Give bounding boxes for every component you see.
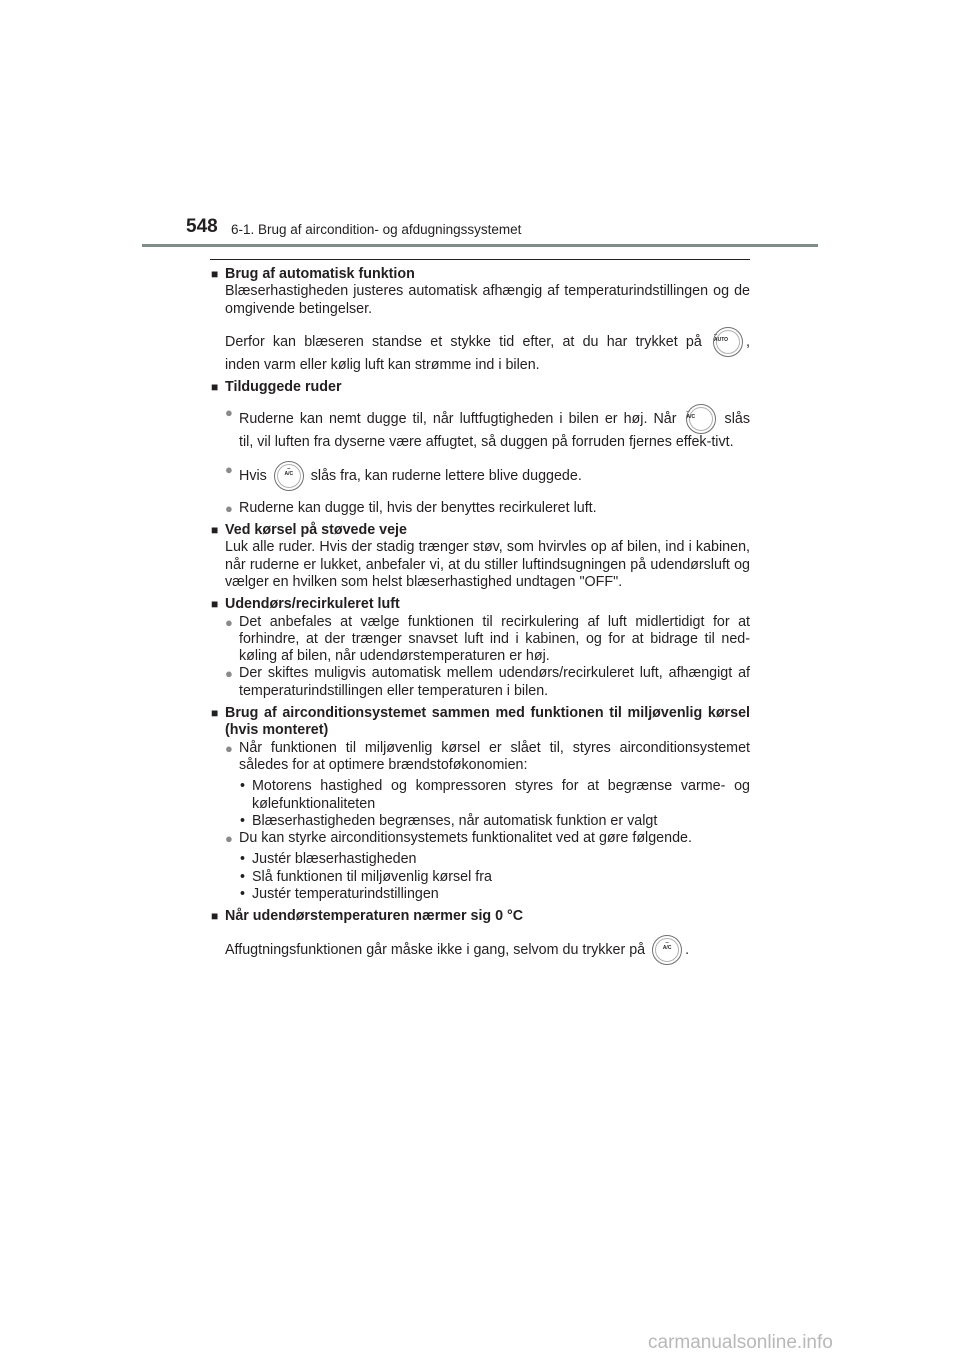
- ac-button-icon: ▬ A/C: [652, 935, 682, 965]
- near-freezing-note: Affugtningsfunktionen går måske ikke i gang, selvom du trykker på ▬ A/C .: [211, 935, 750, 965]
- section-title-outside-recirculated-air: ■ Udendørs/recirkuleret luft: [211, 596, 400, 613]
- section-title-eco-driving: ■ Brug af airconditionsystemet sammen med funktionen til miljøvenlig kørsel (hvis monteret): [211, 705, 750, 739]
- square-bullet-icon: ■: [211, 909, 219, 924]
- page-number: 548: [186, 216, 218, 237]
- ac-button-icon: ▬ A/C: [686, 404, 716, 434]
- square-bullet-icon: ■: [211, 267, 219, 281]
- circle-bullet-icon: ●: [225, 405, 233, 421]
- square-bullet-icon: ■: [211, 523, 219, 538]
- auto-mode-note-continued: inden varm eller kølig luft kan strømme ind i bilen.: [225, 356, 540, 373]
- circle-bullet-icon: ●: [225, 831, 233, 847]
- watermark: carmanualsonline.info: [648, 1332, 833, 1353]
- auto-mode-description: Blæserhastigheden justeres automatisk afhængig af temperaturindstillingen og de omgivende betingelser.: [225, 283, 750, 317]
- section-title-auto-mode: ■ Brug af automatisk funktion: [211, 266, 415, 282]
- square-bullet-icon: ■: [211, 380, 219, 395]
- square-bullet-icon: ■: [211, 706, 219, 721]
- section-title-dusty-roads: ■ Ved kørsel på støvede veje: [211, 522, 407, 539]
- sub-list-item: • Slå funktionen til miljøvenlig kørsel fra: [240, 868, 492, 885]
- page-content: [211, 266, 750, 965]
- chapter-title: 6-1. Brug af aircondition- og afdugningssystemet: [231, 222, 522, 237]
- header-rule: [142, 244, 818, 247]
- square-bullet-icon: ■: [211, 597, 219, 612]
- list-item: ● Der skiftes muligvis automatisk mellem udendørs/recirkuleret luft, afhængigt af temperaturindstillingen eller temperaturen i bilen.: [225, 665, 750, 699]
- circle-bullet-icon: ●: [225, 740, 233, 756]
- section-title-near-freezing: ■ Når udendørstemperaturen nærmer sig 0 °C: [211, 908, 524, 925]
- dusty-roads-description: Luk alle ruder. Hvis der stadig trænger støv, som hvirvles op af bilen, ind i kabinen, når ruderne er lukket, anbefaler vi, at du stiller luftindsugningen på udendørsluft og vælger en hvilken som helst blæserhastighed undtagen "OFF".: [225, 539, 750, 590]
- circle-bullet-icon: ●: [225, 614, 233, 630]
- sub-list-item: • Justér temperaturindstillingen: [240, 886, 439, 903]
- list-item: ● Når funktionen til miljøvenlig kørsel er slået til, styres airconditionsystemet således for at optimere brændstoføkonomien:: [225, 739, 750, 773]
- sub-list-item: • Blæserhastigheden begrænses, når automatisk funktion er valgt: [240, 812, 658, 829]
- list-item: ● Det anbefales at vælge funktionen til recirkulering af luft midlertidigt for at forhindre, at der trænger snavset luft ind i kabinen, og for at bidrage til ned-køling af bilen, når udendørstemperaturen er høj.: [225, 613, 750, 665]
- sub-list-item: • Motorens hastighed og kompressoren styres for at begrænse varme- og kølefunktionaliteten: [240, 778, 750, 812]
- circle-bullet-icon: ●: [225, 666, 233, 682]
- circle-bullet-icon: ●: [225, 461, 233, 477]
- list-item: ● Du kan styrke airconditionsystemets funktionalitet ved at gøre følgende.: [225, 830, 692, 847]
- auto-mode-note: Derfor kan blæseren standse et stykke tid efter, at du har trykket på ▬ AUTO ,: [211, 327, 750, 357]
- list-item-continued: til, vil luften fra dyserne være affugtet, så duggen på forruden fjernes effek-tivt.: [239, 434, 734, 451]
- list-item: ● Hvis ▬ A/C slås fra, kan ruderne lettere blive duggede.: [211, 461, 750, 491]
- section-divider: [210, 259, 750, 260]
- ac-button-icon: ▬ A/C: [274, 461, 304, 491]
- list-item: ● Ruderne kan dugge til, hvis der benyttes recirkuleret luft.: [225, 499, 597, 516]
- section-title-fogged-windows: ■ Tilduggede ruder: [211, 379, 342, 396]
- list-item: ● Ruderne kan nemt dugge til, når luftfugtigheden i bilen er høj. Når ▬ A/C slås: [211, 404, 750, 434]
- sub-list-item: • Justér blæserhastigheden: [240, 851, 417, 868]
- auto-button-icon: ▬ AUTO: [713, 327, 743, 357]
- circle-bullet-icon: ●: [225, 500, 233, 516]
